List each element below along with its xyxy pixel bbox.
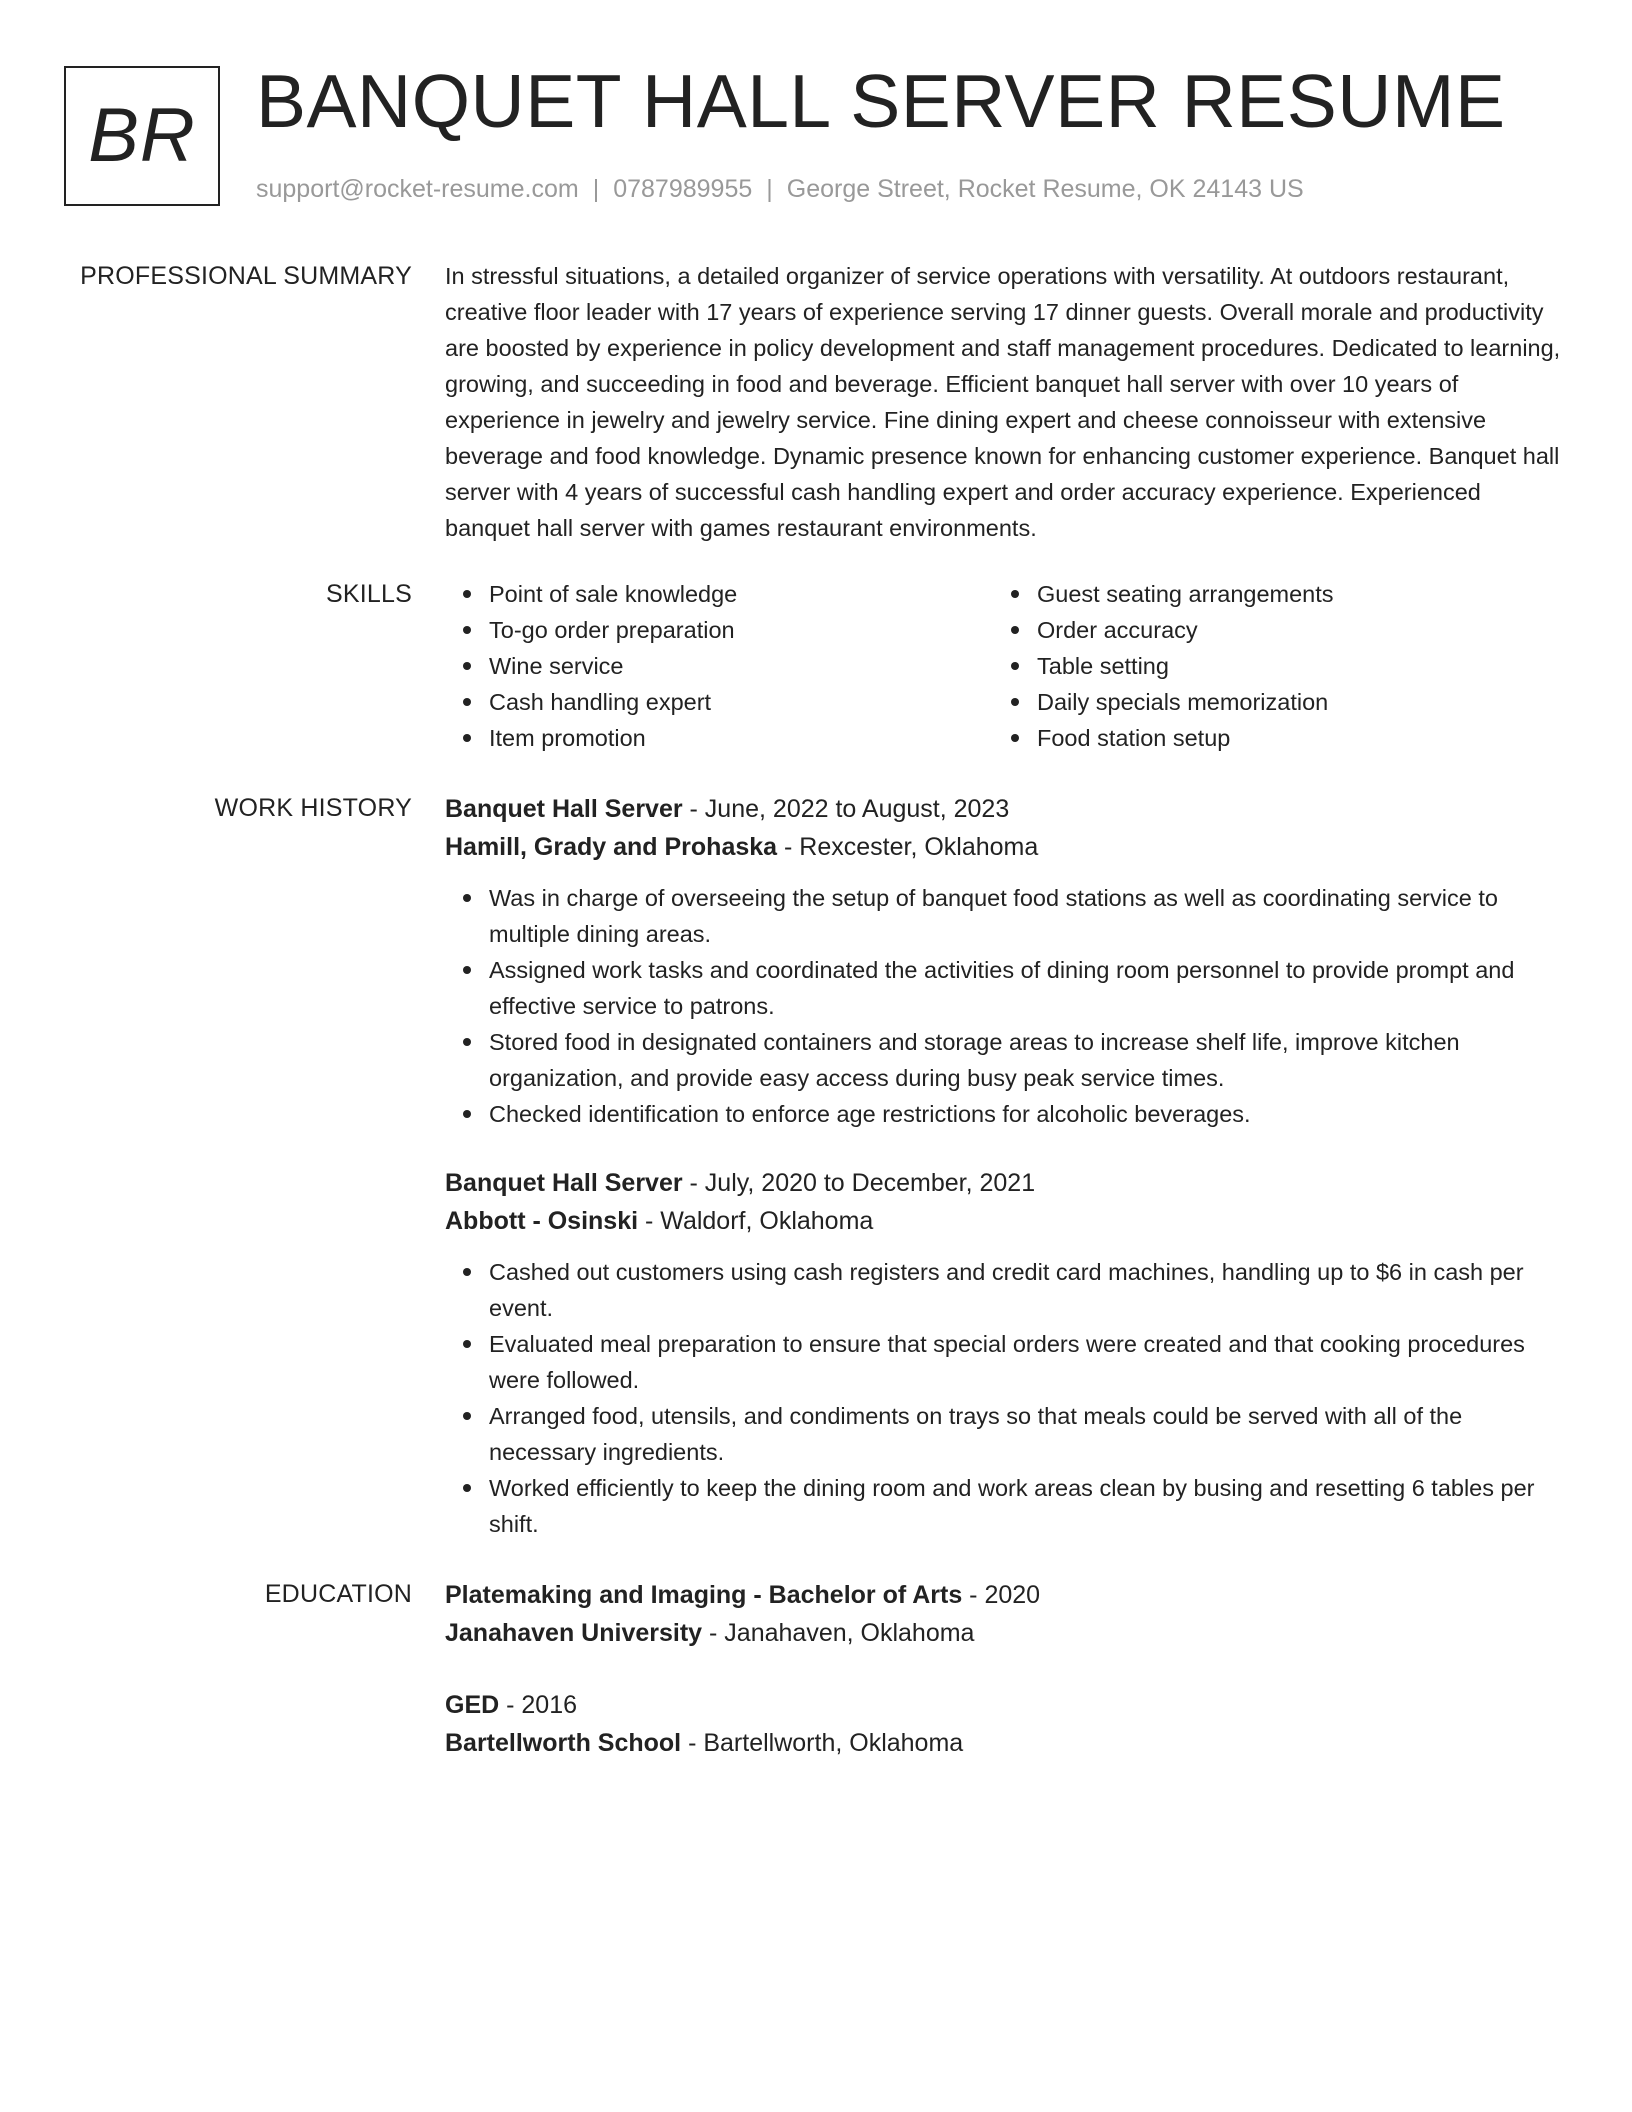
summary-text: In stressful situations, a detailed organizer of service operations with versatility. At outdoors restaurant, creative floor leader with 17 years of experience serving 17 dinner guests. Overall morale and productivity are boosted by experience in policy development and staff management procedures. Dedicated to learning, growing, and succeeding in food and beverage. Efficient banquet hall server with over 10 years of experience in jewelry and jewelry service. Fine dining expert and cheese connoisseur with extensive beverage and food knowledge. Dynamic presence known for enhancing customer experience. Banquet hall server with 4 years of successful cash handling expert and order accuracy experience. Experienced banquet hall server with games restaurant environments. [445,263,1561,541]
bullet-dot [1011,590,1019,598]
skills-column-left [445,576,993,756]
section-heading-education: EDUCATION [264,1580,412,1608]
contact-address: George Street, Rocket Resume, OK 24143 US [786,175,1304,203]
job-duty-text: Checked identification to enforce age restrictions for alcoholic beverages. [489,1101,1251,1127]
education-degree-line [445,1686,1565,1724]
education-school: Bartellworth School [445,1729,682,1757]
skill-item [993,576,1541,612]
job-duty-item [445,1024,1565,1096]
skill-label: Guest seating arrangements [1037,581,1334,607]
skill-label: Point of sale knowledge [489,581,738,607]
summary-content [445,258,1565,546]
skill-item [445,684,993,720]
bullet-dot [463,698,471,706]
job-dates: - June, 2022 to August, 2023 [682,795,1010,823]
skill-label: Item promotion [489,725,646,751]
contact-separator: | [592,175,600,203]
bullet-dot [463,1484,471,1492]
job-entry [445,1164,1565,1542]
bullet-dot [463,1340,471,1348]
bullet-dot [463,966,471,974]
job-duty-text: Stored food in designated containers and storage areas to increase shelf life, improve kitchen organization, and provide easy access during busy peak service times. [489,1029,1460,1091]
skill-item [445,612,993,648]
bullet-dot [1011,698,1019,706]
job-duties-list [445,880,1565,1132]
bullet-dot [463,1268,471,1276]
bullet-dot [463,626,471,634]
skill-item [993,684,1541,720]
job-company: Abbott - Osinski [445,1207,639,1235]
skill-item [445,648,993,684]
monogram-badge [64,66,220,206]
job-duty-text: Assigned work tasks and coordinated the activities of dining room personnel to provide prompt and effective service to patrons. [489,957,1515,1019]
education-degree-line [445,1576,1565,1614]
skill-item [993,612,1541,648]
skills-column-right [993,576,1541,756]
resume-title: BANQUET HALL SERVER RESUME [256,59,1506,143]
skill-label: Order accuracy [1037,617,1198,643]
skill-label: Table setting [1037,653,1169,679]
skill-label: To-go order preparation [489,617,735,643]
bullet-dot [463,894,471,902]
contact-phone: 0787989955 [613,175,753,203]
skill-item [445,720,993,756]
job-duties-list [445,1254,1565,1542]
contact-email: support@rocket-resume.com [256,175,579,203]
education-year: - 2020 [962,1581,1041,1609]
monogram-initials: BR [88,93,196,178]
skill-label: Wine service [489,653,624,679]
job-duty-item [445,1254,1565,1326]
job-location: - Rexcester, Oklahoma [777,833,1039,861]
contact-separator: | [766,175,773,203]
education-degree: Platemaking and Imaging - Bachelor of Arts [445,1581,963,1609]
skills-content [445,576,1565,756]
education-content [445,1576,1565,1762]
job-duty-item [445,1398,1565,1470]
education-entry [445,1576,1565,1652]
job-duty-text: Worked efficiently to keep the dining room and work areas clean by busing and resetting 6 tables per shift. [489,1475,1535,1537]
skill-label: Food station setup [1037,725,1231,751]
skill-item [993,648,1541,684]
job-duty-text: Arranged food, utensils, and condiments on trays so that meals could be served with all of the necessary ingredients. [489,1403,1463,1465]
skill-item [993,720,1541,756]
bullet-dot [463,734,471,742]
section-heading-summary: PROFESSIONAL SUMMARY [80,262,412,290]
job-duty-item [445,880,1565,952]
education-school: Janahaven University [445,1619,703,1647]
section-heading-work-history: WORK HISTORY [214,794,412,822]
skills-grid [445,576,1565,756]
work-history-content [445,790,1565,1542]
job-company-line [445,1202,1565,1240]
bullet-dot [463,590,471,598]
skill-item [445,576,993,612]
job-duty-item [445,1096,1565,1132]
job-duty-text: Was in charge of overseeing the setup of banquet food stations as well as coordinating service to multiple dining areas. [489,885,1498,947]
skill-label: Cash handling expert [489,689,712,715]
job-title: Banquet Hall Server [445,1169,683,1197]
job-duty-item [445,1326,1565,1398]
bullet-dot [1011,626,1019,634]
education-location: - Janahaven, Oklahoma [702,1619,975,1647]
job-title-line [445,1164,1565,1202]
education-school-line [445,1724,1565,1762]
education-degree: GED [445,1691,500,1719]
education-location: - Bartellworth, Oklahoma [681,1729,964,1757]
bullet-dot [463,1038,471,1046]
job-duty-text: Evaluated meal preparation to ensure that special orders were created and that cooking procedures were followed. [489,1331,1525,1393]
job-title: Banquet Hall Server [445,795,683,823]
job-duty-text: Cashed out customers using cash registers and credit card machines, handling up to $6 in cash per event. [489,1259,1524,1321]
job-entry [445,790,1565,1132]
bullet-dot [463,1110,471,1118]
job-dates: - July, 2020 to December, 2021 [682,1169,1036,1197]
job-title-line [445,790,1565,828]
job-duty-item [445,952,1565,1024]
contact-line [256,172,1304,206]
bullet-dot [1011,734,1019,742]
job-company-line [445,828,1565,866]
education-entry [445,1686,1565,1762]
bullet-dot [463,1412,471,1420]
education-year: - 2016 [499,1691,578,1719]
bullet-dot [463,662,471,670]
job-location: - Waldorf, Oklahoma [638,1207,874,1235]
job-duty-item [445,1470,1565,1542]
skill-label: Daily specials memorization [1037,689,1329,715]
job-company: Hamill, Grady and Prohaska [445,833,778,861]
bullet-dot [1011,662,1019,670]
education-school-line [445,1614,1565,1652]
section-heading-skills: SKILLS [326,580,412,608]
